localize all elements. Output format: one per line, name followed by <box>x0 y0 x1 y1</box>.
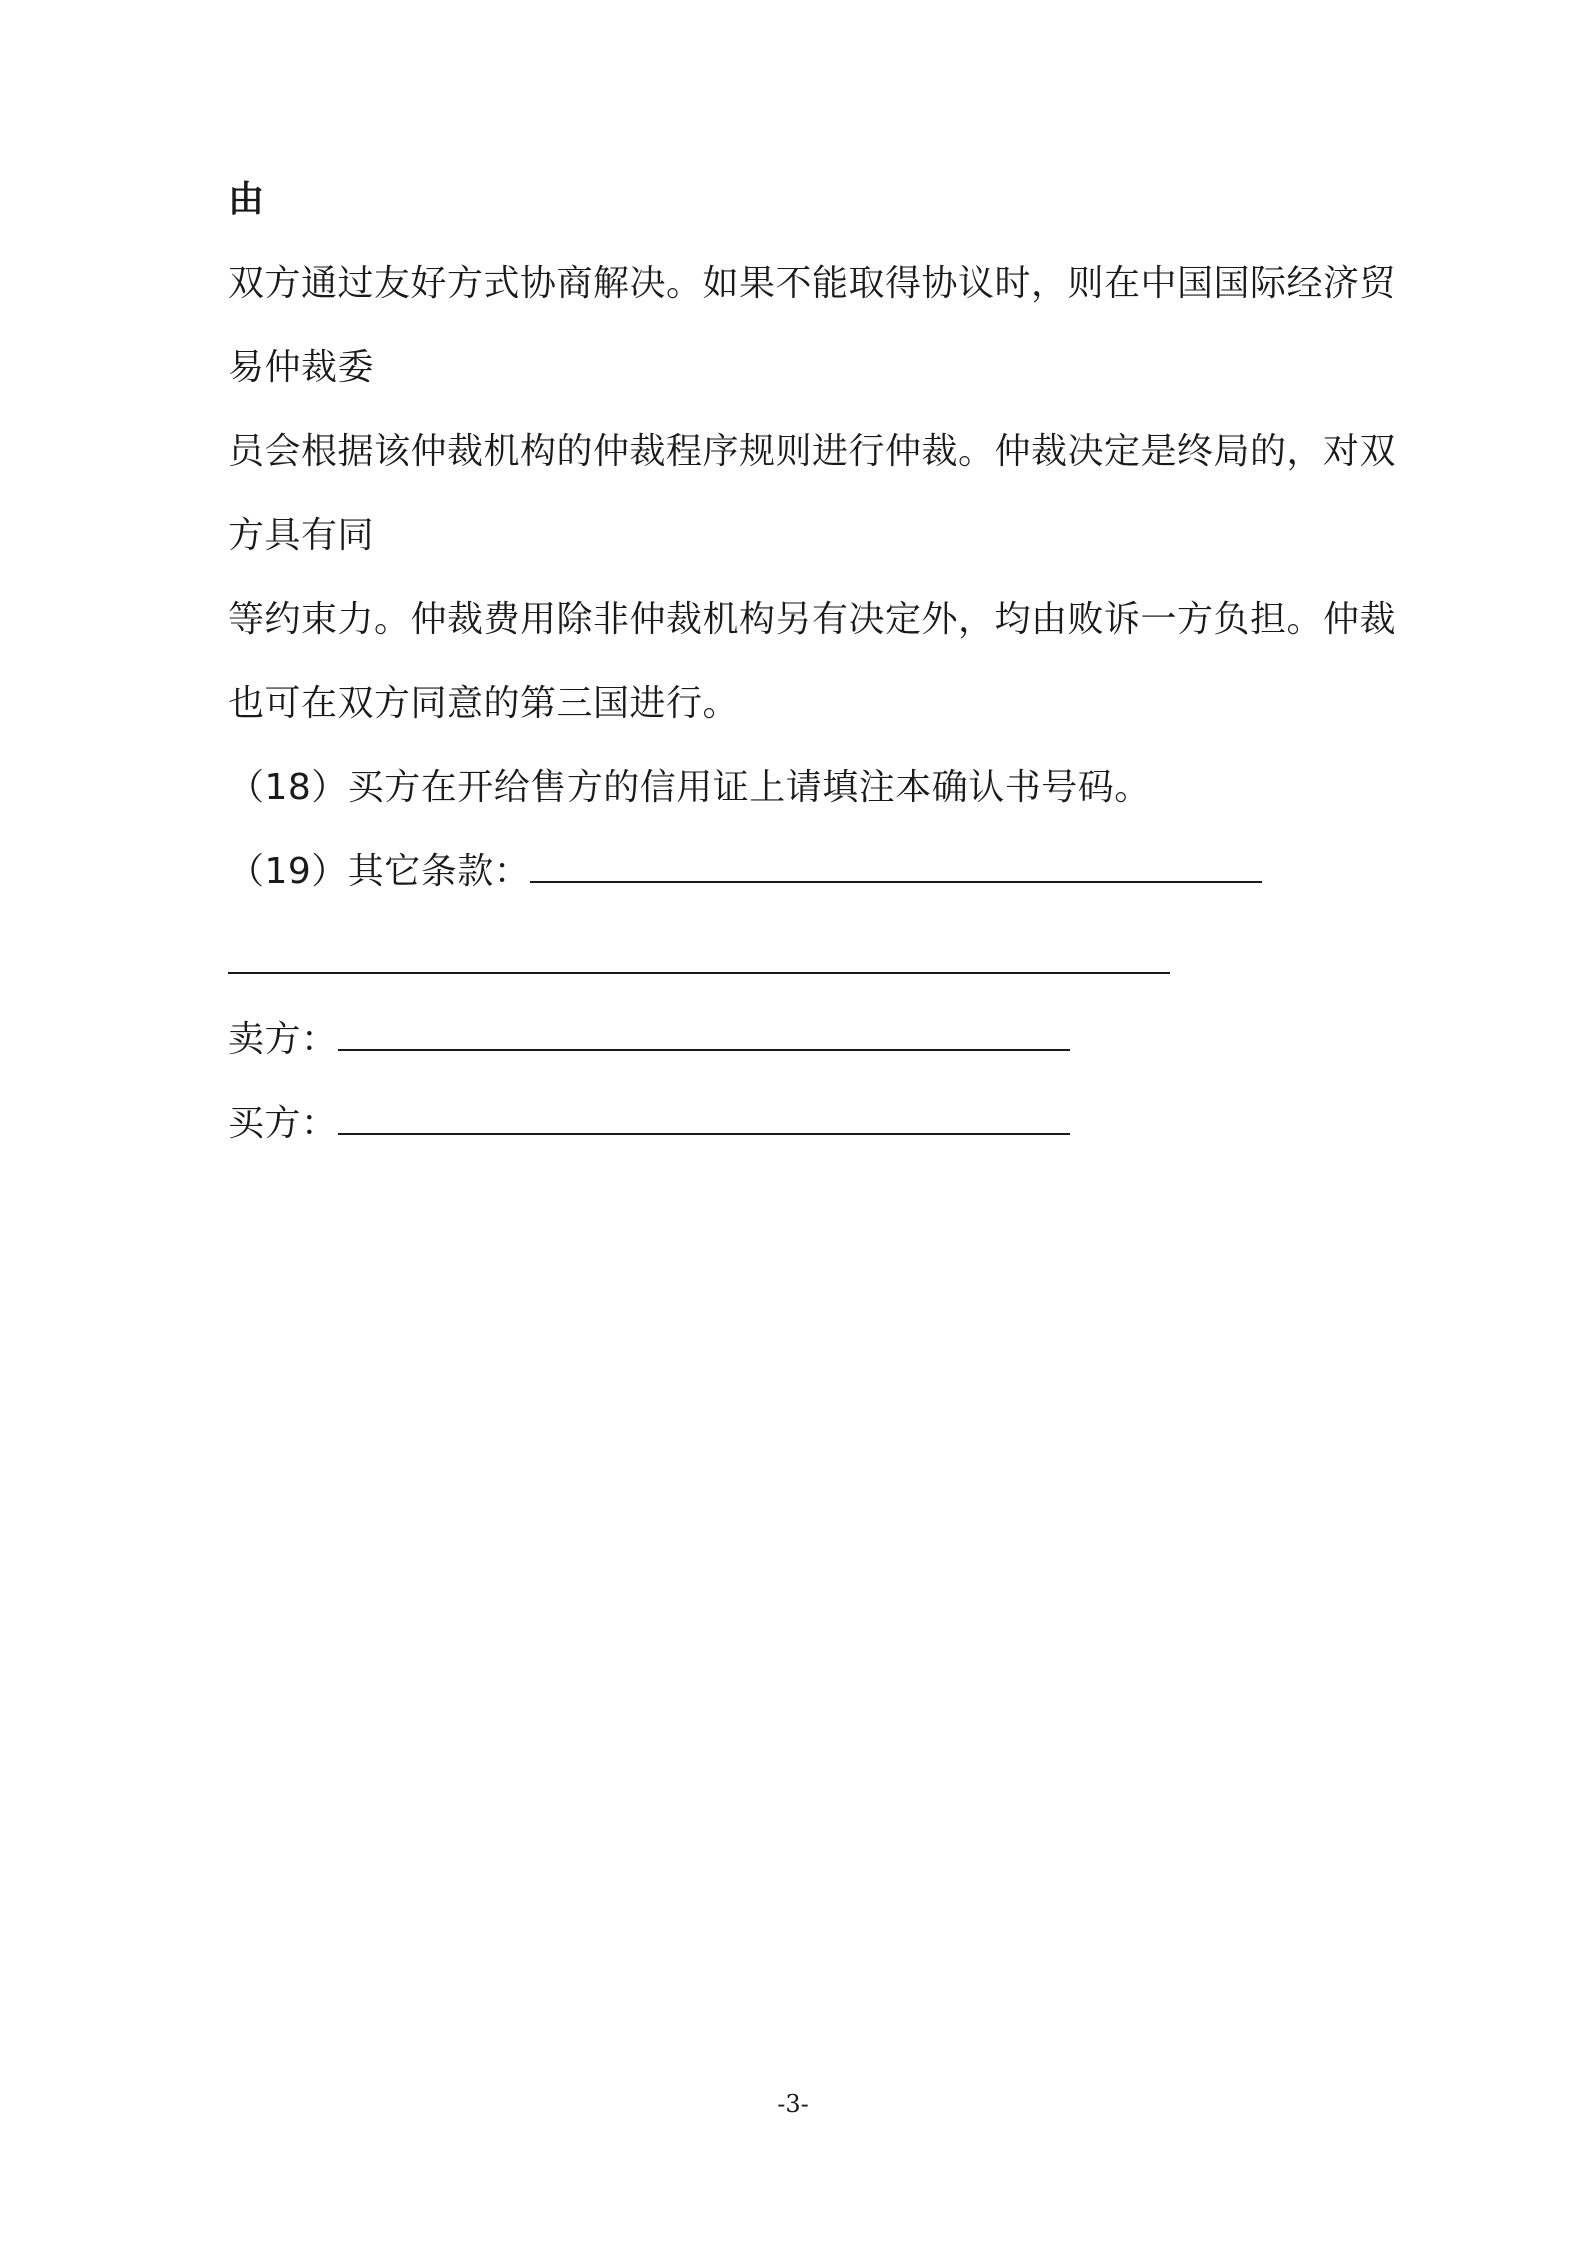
clause-19 <box>228 830 1428 914</box>
paragraph-line: 由 <box>228 179 265 220</box>
page-number: -3- <box>777 2090 809 2118</box>
other-terms-continuation <box>228 914 1428 998</box>
seller-label: 卖方： <box>228 1019 338 1060</box>
clause-19-label: （19）其它条款： <box>228 851 531 892</box>
seller-signature-line <box>228 998 1428 1082</box>
other-terms-blank-line[interactable] <box>530 853 1262 883</box>
paragraph-line: 等约束力。仲裁费用除非仲裁机构另有决定外，均由败诉一方负担。仲裁 <box>228 599 1397 640</box>
seller-signature-blank[interactable] <box>338 1021 1070 1051</box>
buyer-signature-blank[interactable] <box>338 1105 1070 1135</box>
paragraph-line: 员会根据该仲裁机构的仲裁程序规则进行仲裁。仲裁决定是终局的，对双 <box>228 431 1397 472</box>
document-body <box>228 158 1428 1166</box>
other-terms-blank-line-2[interactable] <box>228 944 1170 974</box>
paragraph-line: 易仲裁委 <box>228 347 375 388</box>
paragraph-line: 方具有同 <box>228 515 375 556</box>
buyer-label: 买方： <box>228 1103 338 1144</box>
paragraph-line: 也可在双方同意的第三国进行。 <box>228 683 740 724</box>
clause-18: （18）买方在开给售方的信用证上请填注本确认书号码。 <box>228 767 1151 808</box>
paragraph-line: 双方通过友好方式协商解决。如果不能取得协议时，则在中国国际经济贸 <box>228 263 1397 304</box>
buyer-signature-line <box>228 1082 1428 1166</box>
